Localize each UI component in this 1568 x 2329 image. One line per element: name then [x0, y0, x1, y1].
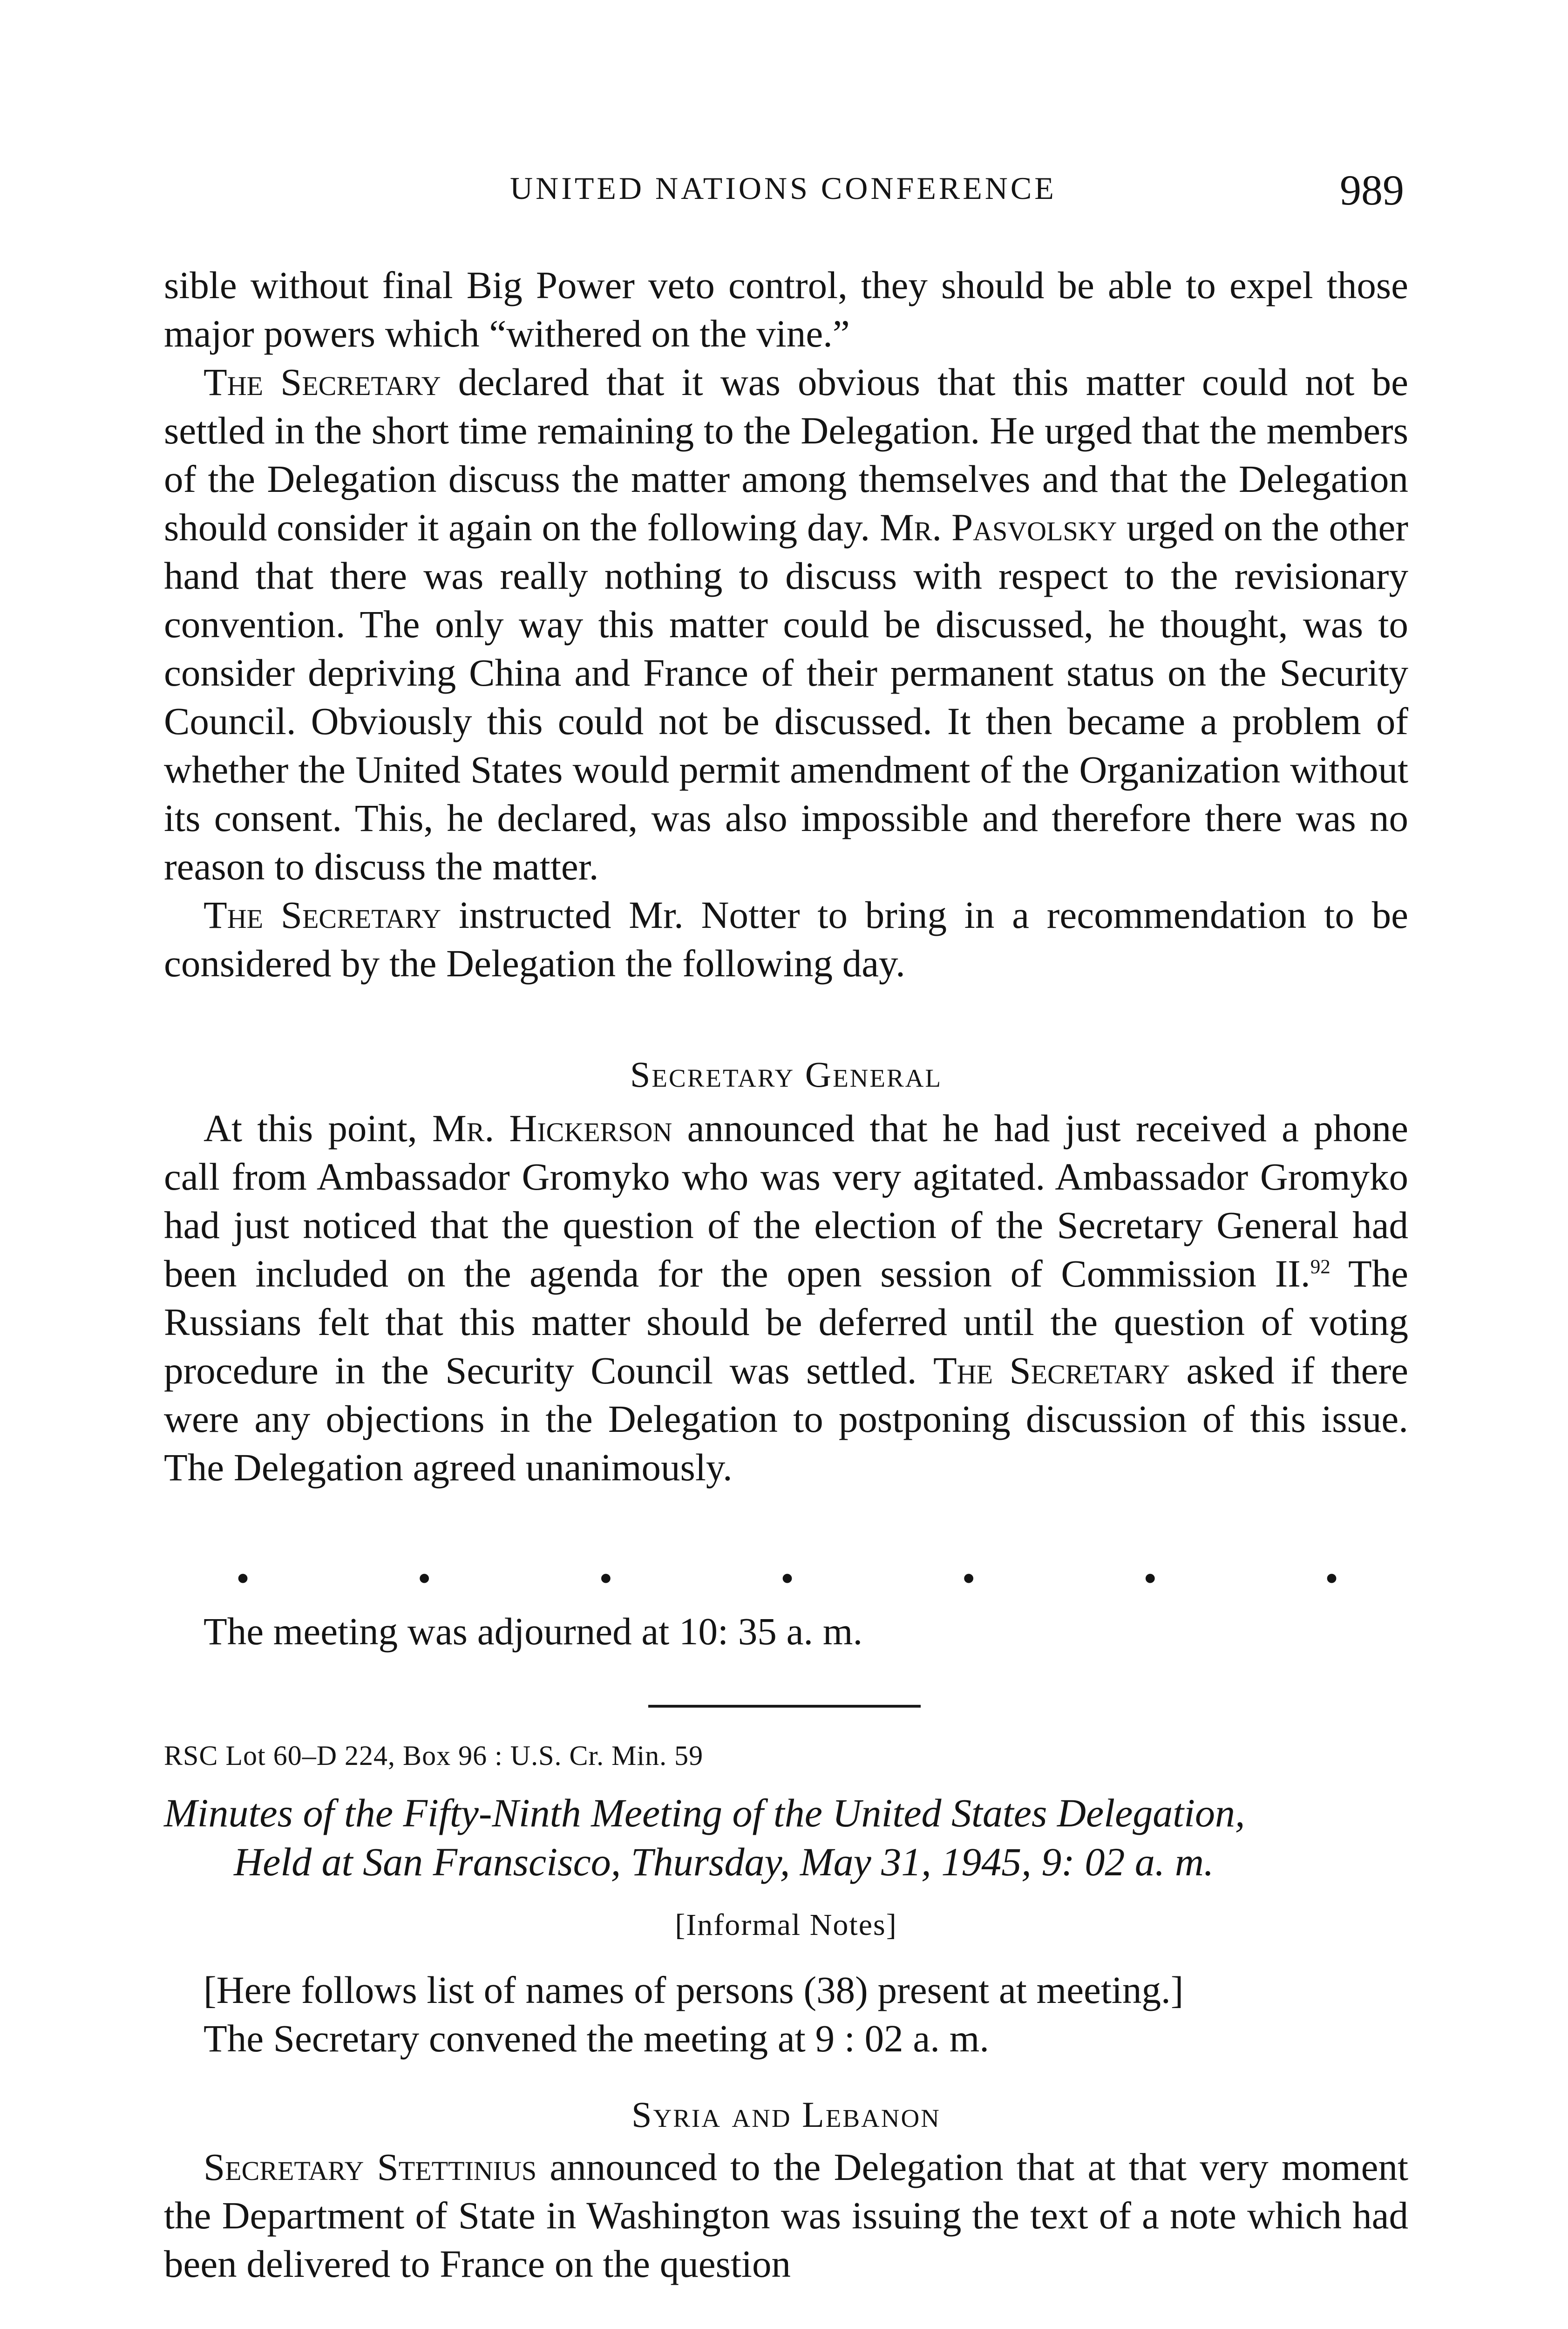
ellipsis-dot: •	[962, 1557, 976, 1600]
ellipsis-dot: •	[599, 1557, 613, 1600]
source-citation: RSC Lot 60–D 224, Box 96 : U.S. Cr. Min. 59	[164, 1740, 704, 1771]
section-heading-syria-lebanon: Syria and Lebanon	[631, 2094, 941, 2135]
ellipsis-dot: •	[1324, 1557, 1338, 1600]
document-title	[164, 1789, 1408, 1886]
document-title-line-1: Minutes of the Fifty-Ninth Meeting of the United States Delegation,	[164, 1791, 1245, 1835]
ellipsis-dot: •	[417, 1557, 431, 1600]
ellipsis-row	[164, 1556, 1408, 1600]
text-block-4	[164, 2143, 1408, 2288]
paragraph-hickerson	[164, 1104, 1408, 1491]
section-heading-secretary-general: Secretary General	[630, 1054, 942, 1095]
ellipsis-dot: •	[1143, 1557, 1157, 1600]
paragraph-text: sible without final Big Power veto control, they should be able to expel those major powers which “withered on the vine.”	[164, 264, 1408, 355]
footnote-ref: 92	[1310, 1256, 1330, 1278]
paragraph-text: instructed Mr. Notter to bring in a recommendation to be considered by the Delegation the following day.	[164, 893, 1408, 985]
paragraph-text: announced to the Delegation that at that very moment the Department of State in Washington was issuing the text of a note which had been delivered to France on the question	[164, 2145, 1409, 2285]
speaker-name: The Secretary	[933, 1349, 1170, 1392]
speaker-name: Secretary Stettinius	[204, 2145, 537, 2188]
section-divider	[648, 1705, 921, 1708]
informal-notes-label: [Informal Notes]	[675, 1908, 897, 1942]
speaker-name: Mr. Hickerson	[432, 1107, 672, 1150]
paragraph-continuation	[164, 261, 1408, 358]
speaker-name: The Secretary	[204, 361, 441, 403]
paragraph-text: The Russians felt that this matter should be deferred until the question of voting procedure in the Security Council was settled.	[164, 1252, 1408, 1392]
paragraph-convened: The Secretary convened the meeting at 9 : 02 a. m.	[204, 2017, 990, 2060]
running-head: UNITED NATIONS CONFERENCE	[510, 170, 1057, 206]
paragraph-secretary-instructed	[164, 891, 1408, 987]
speaker-name: Mr. Pasvolsky	[879, 506, 1117, 549]
text-block-1	[164, 261, 1408, 987]
page-number: 989	[1340, 166, 1404, 214]
document-title-line-2: Held at San Franscisco, Thursday, May 31, 1945, 9: 02 a. m.	[234, 1839, 1214, 1884]
paragraph-text: announced that he had just received a phone call from Ambassador Gromyko who was very agitated. Ambassador Gromyko had just noticed that the question of the election of the Secretary General had been included on the agenda for the open session of Commission II.	[164, 1107, 1408, 1295]
paragraph-text: At this point,	[204, 1107, 432, 1150]
ellipsis-dot: •	[780, 1557, 794, 1600]
text-block-2	[164, 1104, 1408, 1491]
paragraph-attendees: [Here follows list of names of persons (38) present at meeting.]	[204, 1968, 1184, 2011]
ellipsis-dot: •	[236, 1557, 250, 1600]
paragraph-text: declared that it was obvious that this matter could not be settled in the short time remaining to the Delegation. He urged that the members of the Delegation discuss the matter among themselves and that the Delegation should consider it again on the following day.	[164, 361, 1408, 549]
paragraph-adjourned: The meeting was adjourned at 10: 35 a. m.	[204, 1610, 863, 1653]
text-block-adjourned	[164, 1607, 1408, 1655]
paragraph-text: asked if there were any objections in the Delegation to postponing discussion of this issue. The Delegation agreed unanimously.	[164, 1349, 1408, 1489]
text-block-3	[164, 1966, 1408, 2063]
paragraph-secretary-declared	[164, 358, 1408, 891]
speaker-name: The Secretary	[204, 893, 441, 936]
paragraph-stettinius	[164, 2143, 1408, 2288]
paragraph-text: urged on the other hand that there was really nothing to discuss with respect to the revisionary convention. The only way this matter could be discussed, he thought, was to consider depriving China and France of their permanent status on the Security Council. Obviously this could not be discussed. It then became a problem of whether the United States would permit amendment of the Organization without its consent. This, he declared, was also impossible and therefore there was no reason to discuss the matter.	[164, 506, 1408, 888]
